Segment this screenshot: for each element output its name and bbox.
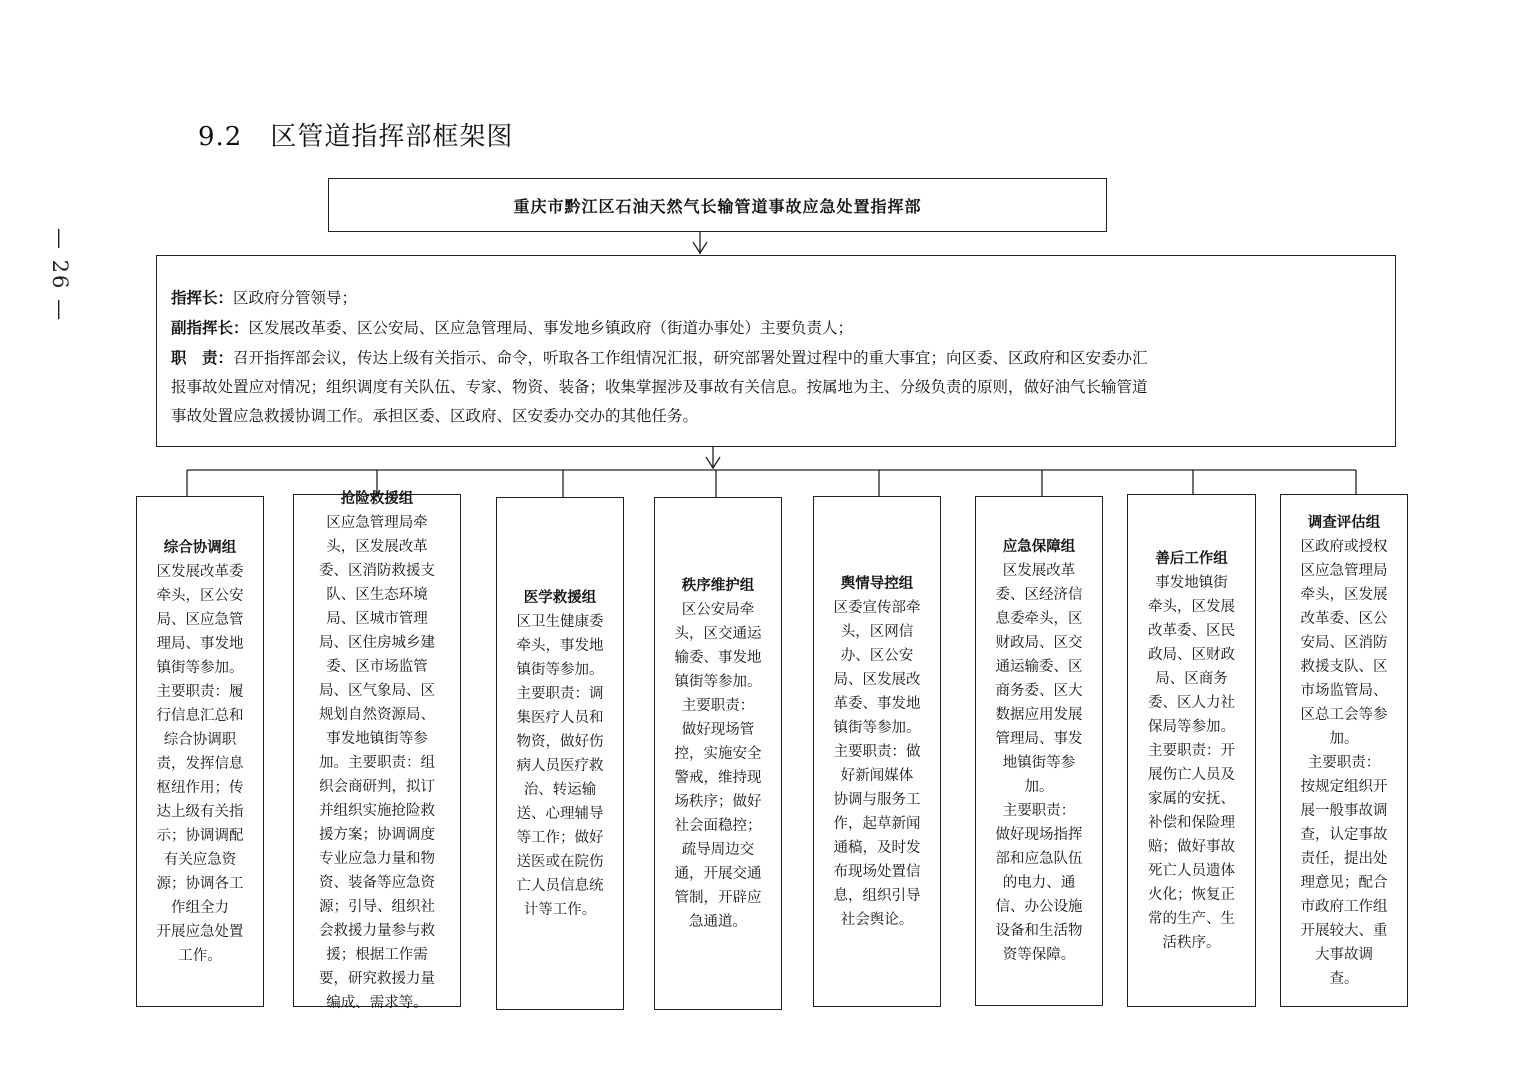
group-box-aftermath	[1127, 494, 1256, 1007]
group-text-line: 综合协调职	[163, 731, 237, 748]
group-text-line: 源；引导、组织社	[319, 898, 435, 915]
leadership-box	[156, 255, 1396, 447]
group-box-order-maintenance	[654, 497, 782, 1010]
group-text-line: 主要职责：开	[1148, 742, 1235, 759]
group-text-line: 事发地镇街等参	[326, 730, 428, 747]
group-text-line: 常的生产、生	[1148, 910, 1235, 927]
group-text-line: 做好现场指挥	[995, 827, 1083, 843]
group-box-public-opinion	[813, 496, 941, 1007]
group-text-line: 牵头，事发地	[516, 637, 604, 654]
group-text-line: 示；协调调配	[156, 827, 244, 844]
commander-label: 指挥长：	[171, 288, 234, 307]
duties-label: 职 责：	[171, 348, 234, 367]
section-title: 区管道指挥部框架图	[270, 122, 514, 152]
group-title: 调查评估组	[1307, 513, 1381, 531]
group-text-line: 委、区消防救援支	[319, 562, 435, 579]
group-text-line: 专业应急力量和物	[319, 850, 435, 867]
group-text-line: 查，认定事故	[1300, 826, 1388, 843]
group-text-line: 送、心理辅导	[516, 805, 604, 822]
group-text-line: 赔；做好事故	[1148, 838, 1235, 855]
group-text-line: 委、区经济信	[995, 587, 1083, 603]
group-text-line: 局、区住房城乡建	[319, 634, 435, 651]
deputy-label: 副指挥长：	[171, 318, 249, 337]
group-text-line: 财政局、区交	[995, 635, 1083, 651]
group-text-line: 协调与服务工	[833, 791, 921, 808]
group-text-line: 镇街等参加。	[156, 659, 244, 676]
group-text-line: 镇街等参加。	[674, 673, 762, 690]
group-text-line: 织会商研判，拟订	[319, 778, 435, 795]
headquarters-box	[328, 178, 1107, 232]
group-title: 医学救援组	[523, 588, 597, 606]
group-title: 综合协调组	[163, 538, 237, 556]
group-text-line: 按规定组织开	[1300, 778, 1388, 795]
group-text-line: 火化；恢复正	[1148, 886, 1235, 903]
group-text-line: 通，开展交通	[674, 865, 762, 882]
group-box-rescue	[293, 489, 461, 1011]
group-text-line: 市场监管局、	[1300, 682, 1388, 699]
group-text-line: 物资，做好伤	[516, 733, 604, 750]
group-text-line: 责任，提出处	[1300, 850, 1388, 867]
group-text-line: 好新闻媒体	[840, 767, 914, 784]
duties-line-1	[171, 343, 1381, 373]
group-text-line: 行信息汇总和	[156, 707, 244, 724]
group-box-investigation	[1280, 494, 1408, 1007]
group-text-line: 治、转运输	[523, 781, 597, 798]
group-text-line: 事发地镇街	[1155, 574, 1228, 591]
group-text-line: 区总工会等参	[1300, 706, 1388, 723]
group-text-line: 规划自然资源局、	[319, 706, 435, 723]
group-text-line: 设备和生活物	[995, 923, 1083, 939]
group-text-line: 查。	[1329, 970, 1359, 987]
group-box-medical-rescue	[496, 497, 624, 1010]
group-text-line: 主要职责：做	[833, 743, 921, 760]
group-text-line: 牵头，区发展	[1148, 598, 1235, 615]
group-text-line: 区卫生健康委	[516, 613, 604, 630]
group-text-line: 主要职责：	[1002, 803, 1076, 819]
group-text-line: 输委、事发地	[674, 649, 762, 666]
group-text-line: 队、区生态环境	[326, 586, 428, 603]
group-text-line: 布现场处置信	[833, 863, 921, 880]
group-text-line: 加。	[1329, 730, 1359, 747]
group-title: 应急保障组	[1002, 538, 1076, 555]
group-text-line: 主要职责：调	[516, 685, 604, 702]
group-text-line: 主要职责：	[1307, 754, 1381, 771]
group-text-line: 区委宣传部牵	[833, 599, 921, 616]
group-text-line: 控，实施安全	[674, 745, 762, 762]
group-text-line: 地镇街等参	[1002, 755, 1076, 771]
group-text-line: 疏导周边交	[681, 841, 755, 858]
duties-line-2: 报事故处置应对情况；组织调度有关队伍、专家、物资、装备；收集掌握涉及事故有关信息。按属地为主、分级负责的原则，做好油气长输管道	[171, 378, 1148, 396]
group-text-line: 援方案；协调调度	[319, 826, 435, 843]
group-text-line: 理局、事发地	[156, 635, 244, 652]
group-text-line: 场秩序；做好	[674, 793, 762, 810]
group-text-line: 镇街等参加。	[516, 661, 604, 678]
group-text-line: 镇街等参加。	[833, 719, 921, 736]
group-text-line: 牵头，区发展	[1300, 586, 1388, 603]
group-text-line: 数据应用发展	[995, 707, 1083, 723]
group-text-line: 集医疗人员和	[516, 709, 604, 726]
group-text-line: 区应急管理局	[1300, 562, 1388, 579]
group-text-line: 息委牵头，区	[995, 611, 1083, 627]
section-number: 9.2	[198, 122, 243, 152]
group-text-line: 局、区应急管	[156, 611, 244, 628]
group-text-line: 革委、事发地	[833, 695, 921, 712]
group-text-line: 援；根据工作需	[326, 946, 428, 963]
group-text-line: 安局、区消防	[1300, 634, 1388, 651]
group-text-line: 局、区城市管理	[326, 610, 428, 627]
group-text-line: 展一般事故调	[1300, 802, 1388, 819]
group-text-line: 头，区交通运	[674, 625, 762, 642]
group-text-line: 改革委、区公	[1300, 610, 1388, 627]
group-text-line: 区公安局牵	[681, 601, 755, 618]
group-text-line: 头，区网信	[840, 623, 914, 640]
group-text-line: 编成、需求等。	[326, 994, 428, 1011]
group-box-comprehensive-coordination	[136, 496, 264, 1007]
deputy-line	[171, 313, 1381, 343]
group-text-line: 资、装备等应急资	[319, 874, 435, 891]
group-title: 抢险救援组	[340, 489, 414, 507]
group-title: 舆情导控组	[840, 574, 914, 592]
side-page-number: — 26 —	[48, 228, 72, 323]
group-text-line: 会救援力量参与救	[319, 922, 435, 939]
group-text-line: 通稿，及时发	[833, 839, 921, 856]
group-text-line: 资等保障。	[1002, 947, 1076, 963]
headquarters-title: 重庆市黔江区石油天然气长输管道事故应急处置指挥部	[513, 196, 922, 216]
group-text-line: 加。	[1024, 779, 1054, 795]
group-text-line: 信、办公设施	[995, 899, 1083, 915]
group-text-line: 有关应急资	[163, 851, 237, 868]
group-text-line: 救援支队、区	[1300, 658, 1388, 675]
group-text-line: 警戒，维持现	[674, 769, 762, 786]
group-text-line: 工作。	[178, 947, 222, 964]
group-text-line: 息，组织引导	[833, 887, 921, 904]
group-text-line: 死亡人员遗体	[1148, 862, 1235, 879]
group-text-line: 补偿和保险理	[1148, 814, 1235, 831]
group-text-line: 政局、区财政	[1148, 646, 1235, 663]
group-text-line: 送医或在院伤	[516, 853, 604, 870]
group-text-line: 亡人员信息统	[516, 877, 604, 894]
group-text-line: 头，区发展改革	[326, 538, 428, 555]
group-text-line: 并组织实施抢险救	[319, 802, 435, 819]
group-text-line: 病人员医疗救	[516, 757, 604, 774]
group-text-line: 部和应急队伍	[995, 851, 1083, 867]
group-title: 秩序维护组	[681, 576, 755, 594]
group-text-line: 作组全力	[171, 899, 229, 916]
group-text-line: 主要职责：履	[156, 683, 244, 700]
duties-line-3: 事故处置应急救援协调工作。承担区委、区政府、区安委办交办的其他任务。	[171, 407, 699, 425]
group-text-line: 社会面稳控；	[674, 817, 762, 834]
group-text-line: 牵头，区公安	[156, 587, 244, 604]
group-text-line: 的电力、通	[1002, 875, 1076, 891]
group-text-line: 枢纽作用；传	[156, 779, 244, 796]
group-text-line: 等工作；做好	[516, 829, 604, 846]
group-text-line: 管理局、事发	[995, 731, 1083, 747]
group-text-line: 做好现场管	[681, 721, 755, 738]
group-text-line: 区应急管理局牵	[326, 514, 428, 531]
group-text-line: 通运输委、区	[995, 659, 1083, 675]
group-text-line: 局、区商务	[1155, 670, 1228, 687]
group-text-line: 商务委、区大	[995, 683, 1083, 699]
deputy-text: 区发展改革委、区公安局、区应急管理局、事发地乡镇政府（街道办事处）主要负责人；	[248, 319, 854, 337]
group-text-line: 要，研究救援力量	[319, 970, 435, 987]
group-text-line: 展伤亡人员及	[1148, 766, 1235, 783]
group-text-line: 社会舆论。	[840, 911, 914, 928]
group-text-line: 作，起草新闻	[833, 815, 921, 832]
group-box-emergency-support	[975, 496, 1103, 1006]
group-text-line: 家属的安抚、	[1148, 790, 1235, 807]
group-text-line: 达上级有关指	[156, 803, 244, 820]
commander-line	[171, 283, 1381, 313]
group-text-line: 开展应急处置	[156, 923, 244, 940]
group-text-line: 急通道。	[689, 913, 747, 930]
group-text-line: 局、区发展改	[833, 671, 921, 688]
group-text-line: 区发展改革委	[156, 563, 244, 580]
group-text-line: 主要职责：	[681, 697, 755, 714]
group-text-line: 源；协调各工	[156, 875, 244, 892]
group-text-line: 区发展改革	[1002, 563, 1076, 579]
group-text-line: 责，发挥信息	[156, 755, 244, 772]
group-text-line: 理意见；配合	[1300, 874, 1388, 891]
group-text-line: 活秩序。	[1162, 934, 1221, 951]
group-text-line: 区政府或授权	[1300, 538, 1388, 555]
group-text-line: 保局等参加。	[1148, 718, 1235, 735]
group-text-line: 办、区公安	[840, 647, 914, 664]
commander-text: 区政府分管领导；	[233, 289, 358, 307]
group-text-line: 开展较大、重	[1300, 922, 1388, 939]
group-text-line: 计等工作。	[523, 901, 597, 918]
group-text-line: 委、区市场监管	[326, 658, 428, 675]
group-text-line: 市政府工作组	[1300, 898, 1388, 915]
group-text-line: 管制，开辟应	[674, 889, 762, 906]
group-text-line: 改革委、区民	[1148, 622, 1235, 639]
group-text-line: 委、区人力社	[1148, 694, 1235, 711]
group-text-line: 局、区气象局、区	[319, 682, 435, 699]
group-title: 善后工作组	[1155, 549, 1228, 567]
group-text-line: 大事故调	[1315, 946, 1373, 963]
group-text-line: 加。主要职责：组	[319, 754, 435, 771]
duties-text-1: 召开指挥部会议，传达上级有关指示、命令，听取各工作组情况汇报，研究部署处置过程中的重大事宜；向区委、区政府和区安委办汇	[233, 349, 1148, 367]
